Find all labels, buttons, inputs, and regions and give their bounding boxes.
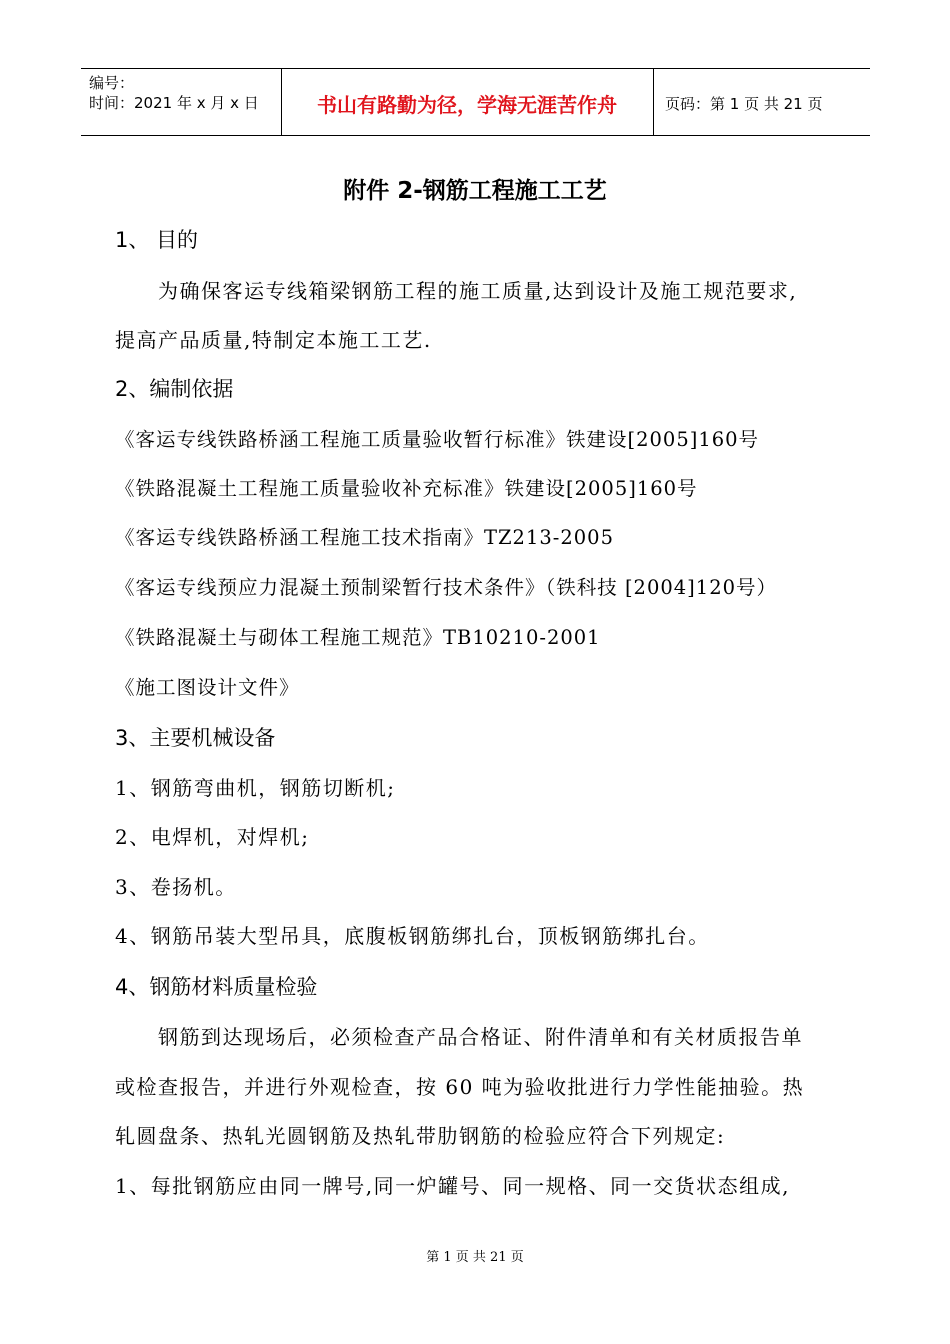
paragraph-line: 提高产品质量,特制定本施工工艺. bbox=[115, 328, 432, 352]
page-header bbox=[81, 68, 870, 136]
document-title: 附件 2-钢筋工程施工工艺 bbox=[343, 178, 607, 204]
date-label: 时间：2021 年 x 月 x 日 bbox=[89, 94, 259, 112]
header-divider bbox=[653, 69, 654, 135]
paragraph-line: 轧圆盘条、热轧光圆钢筋及热轧带肋钢筋的检验应符合下列规定: bbox=[115, 1124, 726, 1148]
list-item: 2、电焊机，对焊机; bbox=[115, 825, 310, 849]
list-item: 4、钢筋吊装大型吊具，底腹板钢筋绑扎台，顶板钢筋绑扎台。 bbox=[115, 924, 710, 948]
header-motto: 书山有路勤为径，学海无涯苦作舟 bbox=[317, 92, 617, 117]
paragraph-line: 或检查报告，并进行外观检查，按 60 吨为验收批进行力学性能抽验。热 bbox=[115, 1075, 805, 1099]
page-footer: 第 1 页 共 21 页 bbox=[426, 1250, 524, 1265]
reference-item: 《铁路混凝土工程施工质量验收补充标准》铁建设[2005]160号 bbox=[115, 477, 698, 500]
header-meta bbox=[89, 73, 259, 113]
list-item: 1、钢筋弯曲机，钢筋切断机; bbox=[115, 776, 396, 800]
reference-item: 《施工图设计文件》 bbox=[115, 676, 300, 699]
paragraph-line: 钢筋到达现场后，必须检查产品合格证、附件清单和有关材质报告单 bbox=[158, 1025, 803, 1049]
reference-item: 《客运专线预应力混凝土预制梁暂行技术条件》（铁科技 [2004]120号） bbox=[115, 576, 778, 599]
paragraph-line: 为确保客运专线箱梁钢筋工程的施工质量,达到设计及施工规范要求, bbox=[158, 279, 798, 303]
list-item: 3、卷扬机。 bbox=[115, 875, 237, 899]
reference-item: 《客运专线铁路桥涵工程施工质量验收暂行标准》铁建设[2005]160号 bbox=[115, 428, 760, 451]
number-label: 编号： bbox=[89, 74, 135, 92]
section-heading-equipment: 3、主要机械设备 bbox=[115, 726, 276, 750]
section-heading-purpose: 1、 目的 bbox=[115, 228, 199, 252]
section-heading-inspection: 4、钢筋材料质量检验 bbox=[115, 975, 318, 999]
paragraph-line: 1、每批钢筋应由同一牌号,同一炉罐号、同一规格、同一交货状态组成, bbox=[115, 1174, 790, 1198]
header-page-label: 页码：第 1 页 共 21 页 bbox=[665, 94, 823, 113]
section-heading-basis: 2、编制依据 bbox=[115, 377, 234, 401]
reference-item: 《铁路混凝土与砌体工程施工规范》TB10210-2001 bbox=[115, 626, 601, 649]
reference-item: 《客运专线铁路桥涵工程施工技术指南》TZ213-2005 bbox=[115, 526, 614, 549]
